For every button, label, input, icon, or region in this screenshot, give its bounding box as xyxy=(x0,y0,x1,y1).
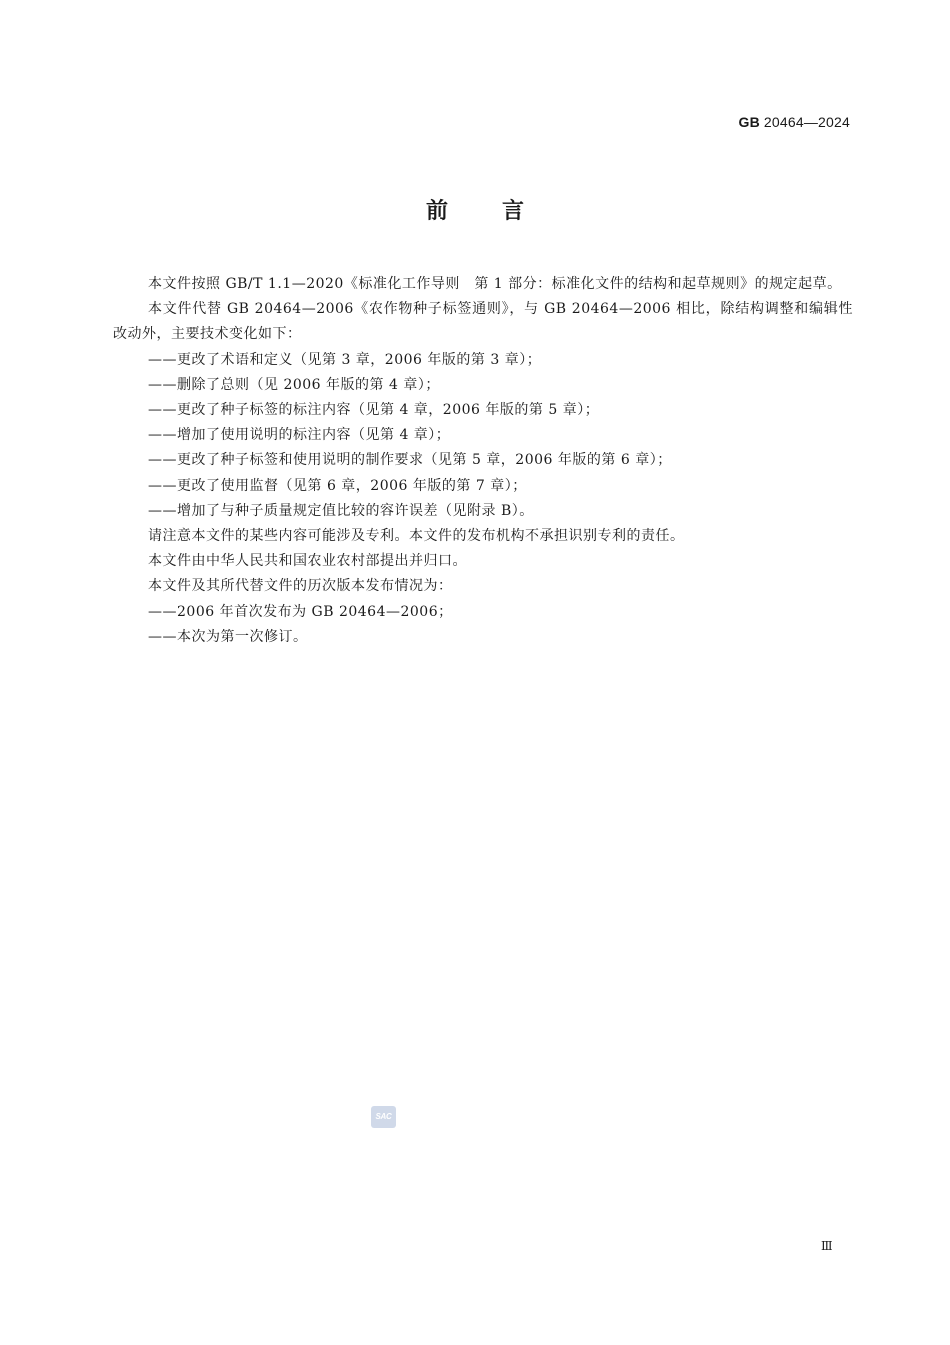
list-item-change: ——更改了种子标签和使用说明的制作要求（见第 5 章，2006 年版的第 6 章）； xyxy=(148,452,672,469)
document-code-header xyxy=(739,114,850,130)
list-item-change: ——增加了与种子质量规定值比较的容许误差（见附录 B）。 xyxy=(148,502,534,519)
standard-number: 20464—2024 xyxy=(763,114,850,130)
paragraph-proposer: 本文件由中华人民共和国农业农村部提出并归口。 xyxy=(148,553,467,570)
paragraph-patent-notice: 请注意本文件的某些内容可能涉及专利。本文件的发布机构不承担识别专利的责任。 xyxy=(148,528,685,545)
list-item-change: ——更改了术语和定义（见第 3 章，2006 年版的第 3 章）； xyxy=(148,351,542,368)
standard-prefix: GB xyxy=(738,114,760,130)
page-title: 前言 xyxy=(425,199,578,224)
list-item-change: ——增加了使用说明的标注内容（见第 4 章）； xyxy=(148,427,451,444)
list-item-change: ——更改了种子标签的标注内容（见第 4 章，2006 年版的第 5 章）； xyxy=(148,402,600,419)
list-item-change: ——更改了使用监督（见第 6 章，2006 年版的第 7 章）； xyxy=(148,477,527,494)
page-number: Ⅲ xyxy=(821,1239,833,1253)
paragraph-history-intro: 本文件及其所代替文件的历次版本发布情况为： xyxy=(148,578,453,595)
list-item-change: ——删除了总则（见 2006 年版的第 4 章）； xyxy=(148,376,440,393)
paragraph-drafting-basis: 本文件按照 GB/T 1.1—2020《标准化工作导则 第 1 部分：标准化文件的结构和起草规则》的规定起草。 xyxy=(148,276,842,292)
list-item-history: ——本次为第一次修订。 xyxy=(148,628,308,645)
paragraph-replacement: 本文件代替 GB 20464—2006《农作物种子标签通则》，与 GB 20464—2006 相比，除结构调整和编辑性改动外，主要技术变化如下： xyxy=(113,301,853,343)
list-item-history: ——2006 年首次发布为 GB 20464—2006； xyxy=(148,603,453,620)
foreword-body xyxy=(113,272,853,650)
sac-watermark-logo: SAC xyxy=(371,1106,396,1128)
